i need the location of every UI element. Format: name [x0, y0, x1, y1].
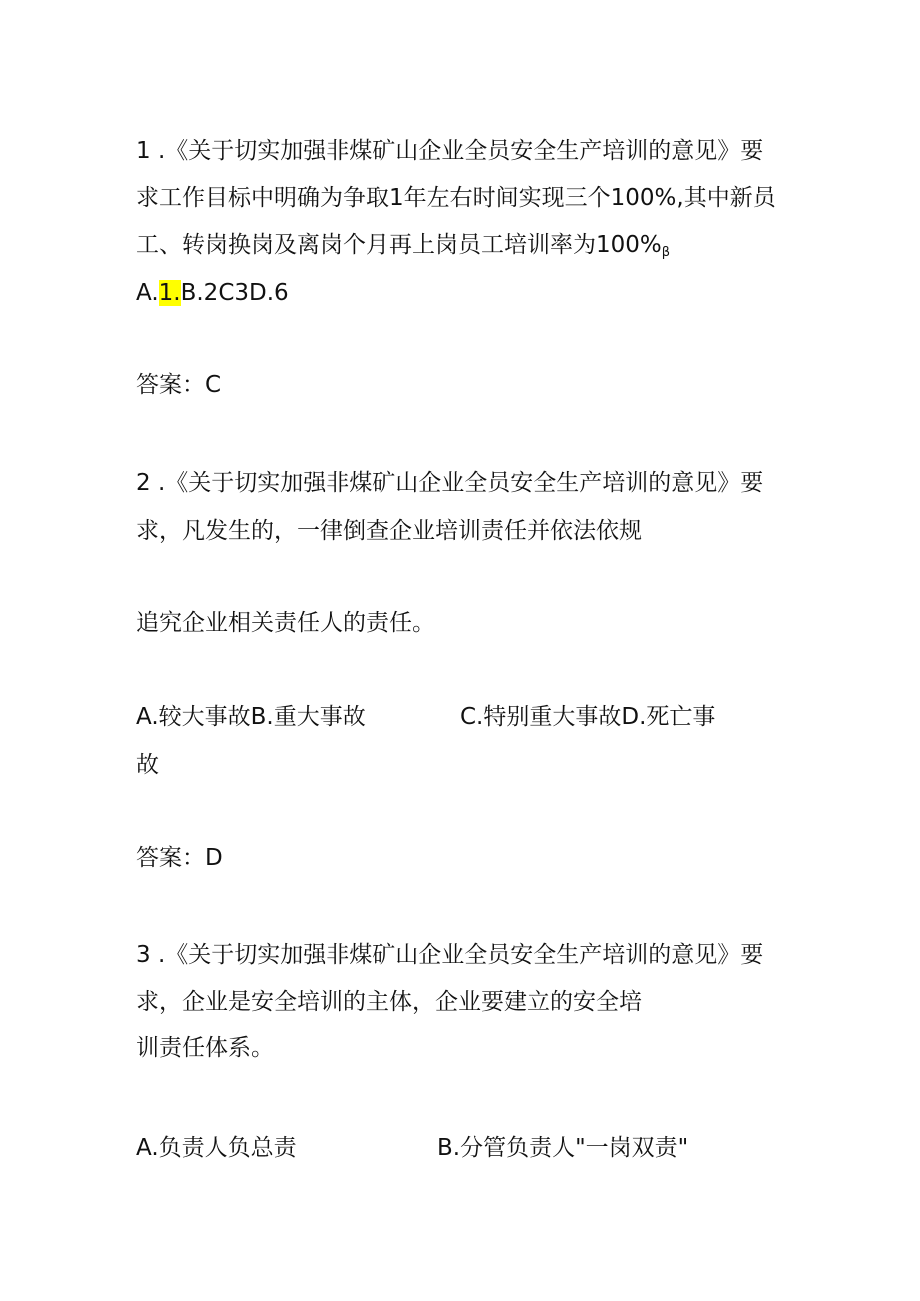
q1-text-line-1: 1 .《关于切实加强非煤矿山企业全员安全生产培训的意见》要 [136, 138, 764, 164]
q1-option-rest: B.2C3D.6 [180, 280, 289, 306]
q3-text-line-3: 训责任体系。 [136, 1035, 274, 1061]
q2-options-ab: A.较大事故B.重大事故 [136, 704, 366, 730]
q2-options-cd: C.特别重大事故D.死亡事 [460, 704, 716, 730]
q2-answer: 答案：D [136, 845, 223, 871]
q3-text-line-2: 求，企业是安全培训的主体，企业要建立的安全培 [136, 989, 642, 1015]
q2-text-line-1: 2 .《关于切实加强非煤矿山企业全员安全生产培训的意见》要 [136, 470, 764, 496]
q1-options [136, 278, 289, 308]
q1-text-line-2: 求工作目标中明确为争取1年左右时间实现三个100%,其中新员 [136, 185, 776, 211]
q1-option-highlight: 1. [158, 280, 181, 306]
q1-text-line-3-suffix: β [661, 245, 671, 260]
q3-text-line-1: 3 .《关于切实加强非煤矿山企业全员安全生产培训的意见》要 [136, 942, 764, 968]
q1-option-a-prefix: A. [136, 280, 159, 306]
q1-text-line-3-main: 工、转岗换岗及离岗个月再上岗员工培训率为100% [136, 232, 662, 258]
q2-options-wrap: 故 [136, 752, 159, 778]
q2-text-line-3: 追究企业相关责任人的责任。 [136, 610, 435, 636]
q3-option-b: B.分管负责人"一岗双责" [437, 1135, 689, 1161]
q3-option-a: A.负责人负总责 [136, 1135, 297, 1161]
q2-text-line-2: 求，凡发生的，一律倒查企业培训责任并依法依规 [136, 518, 642, 544]
q1-answer: 答案：C [136, 372, 222, 398]
q1-text-line-3 [136, 230, 670, 268]
